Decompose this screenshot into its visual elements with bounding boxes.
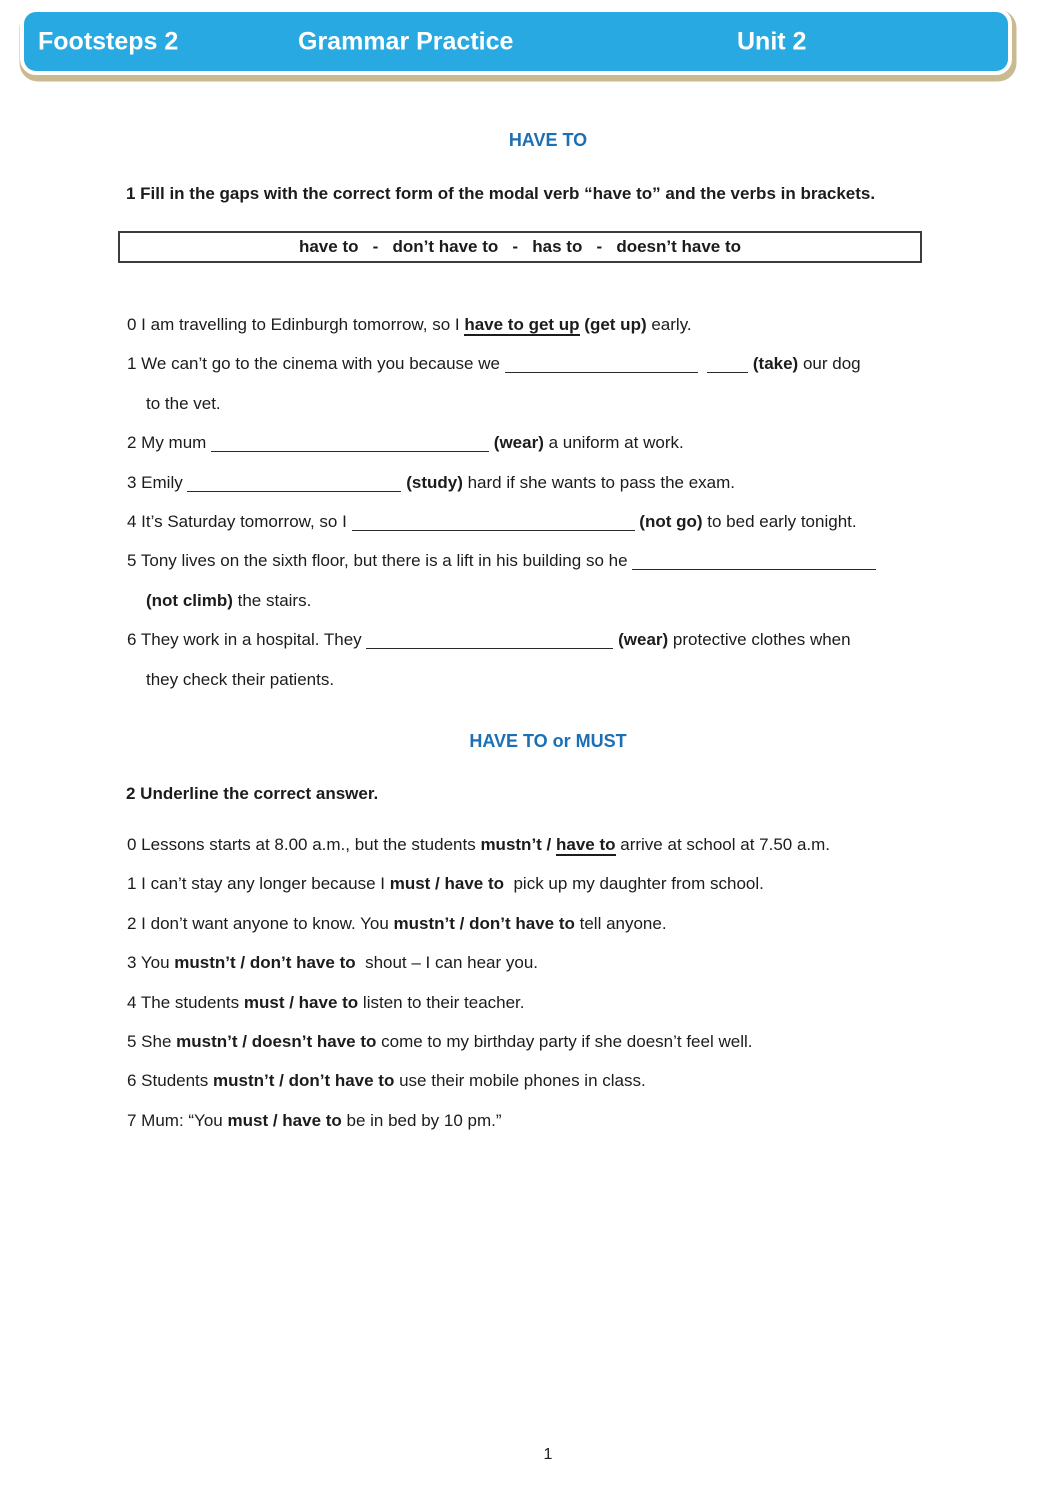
text-segment: (get up) — [584, 315, 647, 334]
text-segment: must / have to — [389, 874, 505, 894]
header-banner — [20, 8, 1012, 75]
exercise-line — [127, 904, 1007, 943]
text-segment: (study) — [406, 472, 463, 492]
blank-line — [505, 362, 698, 373]
text-segment: 2 My mum — [127, 433, 212, 453]
text-segment: pick up my daughter from school. — [504, 874, 764, 894]
text-segment: hard if she wants to pass the exam. — [462, 472, 736, 492]
section2-heading: HAVE TO or MUST — [469, 731, 627, 751]
text-segment: have to — [556, 835, 616, 854]
text-segment: mustn’t / — [480, 835, 556, 854]
text-segment: must / have to — [243, 992, 359, 1012]
text-segment: 4 The students — [127, 992, 244, 1012]
text-segment: must / have to — [227, 1110, 342, 1130]
text-segment: 2 I don’t want anyone to know. You — [127, 913, 394, 933]
text-segment: (take) — [752, 354, 799, 374]
exercise-line — [127, 581, 1007, 620]
text-segment: our dog — [798, 354, 861, 374]
blank-line — [187, 481, 401, 492]
exercise-line — [127, 463, 1007, 502]
section1-heading: HAVE TO — [508, 130, 588, 150]
exercise-line — [127, 943, 1007, 982]
exercise2-list — [127, 825, 1007, 1140]
text-segment: mustn’t / doesn’t have to — [176, 1031, 377, 1051]
text-segment: shout – I can hear you. — [355, 953, 539, 973]
text-segment: mustn’t / don’t have to — [174, 953, 356, 973]
text-segment: mustn’t / don’t have to — [213, 1071, 395, 1091]
text-segment: early. — [646, 315, 692, 334]
text-segment: (not climb) — [146, 590, 233, 610]
worksheet-title: Grammar Practice — [298, 27, 514, 55]
text-segment: 1 I can’t stay any longer because I — [127, 874, 390, 894]
text-segment: the stairs. — [232, 590, 312, 610]
exercise-line — [127, 1061, 1007, 1100]
text-segment: come to my birthday party if she doesn’t feel well. — [376, 1031, 753, 1051]
exercise-line — [127, 305, 1007, 344]
text-segment: (wear) — [618, 630, 669, 650]
exercise-line — [127, 502, 1007, 541]
text-segment: 5 Tony lives on the sixth floor, but there is a lift in his building so he — [127, 551, 633, 571]
blank-line — [211, 441, 489, 452]
text-segment: 0 Lessons starts at 8.00 a.m., but the students — [127, 835, 481, 854]
text-segment: 5 She — [127, 1031, 177, 1051]
text-segment: 3 Emily — [127, 472, 188, 492]
exercise-line — [127, 983, 1007, 1022]
text-segment: 6 Students — [127, 1071, 214, 1091]
text-segment: to the vet. — [146, 393, 221, 413]
exercise2-instruction: 2 Underline the correct answer. — [126, 784, 379, 803]
exercise-line — [127, 384, 1007, 423]
blank-line — [366, 638, 613, 649]
text-segment: use their mobile phones in class. — [394, 1071, 646, 1091]
text-segment: protective clothes when — [668, 630, 851, 650]
exercise-line — [127, 423, 1007, 462]
exercise-line — [127, 1101, 1007, 1140]
exercise-line — [127, 864, 1007, 903]
text-segment: 6 They work in a hospital. They — [127, 630, 367, 650]
text-segment: a uniform at work. — [543, 433, 684, 453]
text-segment: tell anyone. — [574, 913, 667, 933]
text-segment: (not go) — [639, 511, 703, 531]
text-segment: they check their patients. — [146, 669, 335, 689]
page-number: 1 — [543, 1446, 553, 1463]
text-segment — [698, 354, 707, 373]
text-segment: 3 You — [127, 953, 175, 973]
exercise-line — [127, 825, 1007, 864]
blank-line — [352, 520, 635, 531]
text-segment: 4 It’s Saturday tomorrow, so I — [127, 511, 352, 531]
text-segment: have to get up — [464, 315, 580, 334]
blank-line — [707, 362, 748, 373]
word-bank-box: have to - don’t have to - has to - doesn’t have to — [118, 231, 922, 263]
text-segment: 7 Mum: “You — [127, 1110, 228, 1130]
exercise1-instruction: 1 Fill in the gaps with the correct form of the modal verb “have to” and the verbs in brackets. — [126, 184, 876, 203]
text-segment: arrive at school at 7.50 a.m. — [615, 835, 831, 854]
text-segment: listen to their teacher. — [358, 992, 525, 1012]
text-segment: be in bed by 10 pm.” — [341, 1110, 502, 1130]
exercise-line — [127, 1022, 1007, 1061]
text-segment: 0 I am travelling to Edinburgh tomorrow, so I — [127, 315, 465, 334]
text-segment: mustn’t / don’t have to — [393, 913, 575, 933]
book-title: Footsteps 2 — [38, 27, 179, 55]
text-segment: (wear) — [493, 433, 544, 453]
text-segment: to bed early tonight. — [702, 511, 857, 531]
exercise1-list — [127, 305, 1007, 699]
exercise-line — [127, 660, 1007, 699]
exercise-line — [127, 541, 1007, 580]
exercise-line — [127, 620, 1007, 659]
exercise-line — [127, 344, 1007, 383]
text-segment: 1 We can’t go to the cinema with you because we — [127, 354, 505, 374]
unit-label: Unit 2 — [737, 27, 807, 55]
blank-line — [632, 559, 876, 570]
